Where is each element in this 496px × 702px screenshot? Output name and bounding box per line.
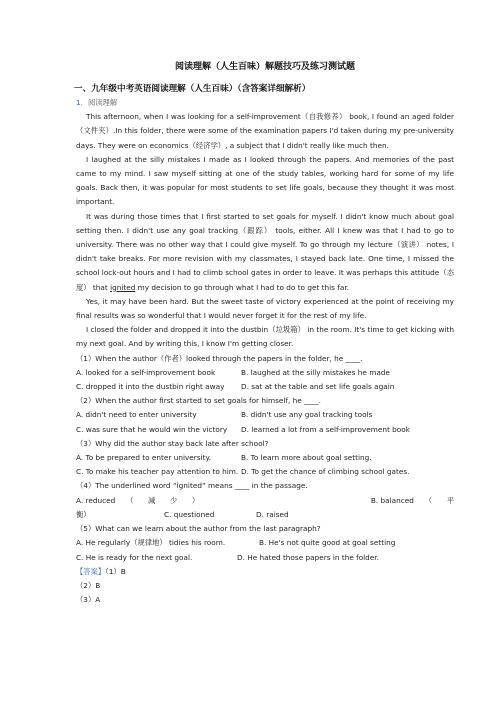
question-4-options-row-2 [76,508,454,522]
option-d: D. raised [256,509,289,519]
question-4-options-row-1 [76,494,454,508]
passage-paragraph-2: I laughed at the silly mistakes I made as I looked through the papers. And memories of the past came to my mind. I saw myself sitting at one of the study tables, working hard for some of my life goals. Back then, it was popular for most students to set life goals, because they thought it was most important. [76,154,454,207]
option-a: A. looked for a self-improvement book [76,367,216,377]
question-3-options-row-1 [76,451,454,465]
answer-line-2: （2）B [76,580,101,590]
option-c: C. dropped it into the dustbin right away [76,382,225,392]
option-d: D. sat at the table and set life goals again [241,382,395,392]
passage-paragraph-3-tail: my decision to go through what I had to do to get this far. [135,282,349,292]
option-c: C. To make his teacher pay attention to him. [76,467,239,477]
section-heading: 一、九年级中考英语阅读理解（人生百味）（含答案详细解析） [74,84,311,94]
question-type: 阅读理解 [87,98,118,107]
question-1-options-row-1 [76,366,454,380]
option-c: C. was sure that he would win the victory [76,424,228,434]
option-b: B. balanced （ 平 [370,495,454,505]
underlined-word: ignited [110,282,136,292]
option-d: D. To get the chance of climbing school gates. [241,467,410,477]
option-b: B. He's not quite good at goal setting [259,538,396,548]
document-title: 阅读理解（人生百味）解题技巧及练习测试题 [174,62,355,72]
option-c: C. He is ready for the next goal. [76,552,193,562]
option-b: B. To learn more about goal setting. [241,453,372,463]
passage-paragraph-5: I closed the folder and dropped it into the dustbin（垃圾箱） in the room. It's time to get kicking with my next goal. And by writing this, I know I'm getting closer. [76,325,454,349]
answer-line-3: （3）A [76,595,101,605]
passage-paragraph-3-text: It was during those times that I first started to set goals for myself. I didn't know much about goal setting then. I didn't use any goal tracking（跟踪） tools, either. All I knew was that I had to go to university. There was no other way that I could give myself. To go through my lecture（演讲） notes, I didn't take breaks. For more revision with my classmates, I stayed back late. One time, I missed the school lock-out hours and I had to climb school gates in order to leave. It was perhaps this attitude（态度） that [76,211,454,292]
question-1-stem: （1）When the author（作者）looked through the papers in the folder, he ____. [76,353,363,363]
question-number: 1． [76,98,88,107]
question-2-options-row-1 [76,408,454,422]
passage-paragraph-4: Yes, it may have been hard. But the sweet taste of victory experienced at the point of receiving my final results was so wonderful that I would never forget it for the rest of my life. [76,296,454,321]
question-2-stem: （2）When the author first started to set goals for himself, he ____. [76,396,322,406]
option-b-continued: 衡） [76,509,91,519]
question-4-stem: （4）The underlined word “ignited” means ____ in the passage. [76,481,308,491]
question-heading [76,96,454,110]
question-5-options-row-2 [76,551,454,565]
option-a: A. reduced （ 减 少 ） [76,495,200,505]
option-a: A. He regularly（规律地） tidies his room. [76,538,226,548]
question-5-stem: （5）What can we learn about the author from the last paragraph? [76,524,321,534]
answer-tag: 【答案】 [76,566,106,576]
option-a: A. didn't need to enter university [76,410,197,420]
question-1-options-row-2 [76,380,454,394]
passage-paragraph-3 [76,210,454,295]
question-3-stem: （3）Why did the author stay back late after school? [76,438,269,448]
question-3-options-row-2 [76,465,454,479]
passage-paragraph-1: This afternoon, when I was looking for a self-improvement（自我修养） book, I found an aged folder（文件夹）.In this folder, there were some of the examination papers I'd taken during my pre-university days. They were on economics（经济学）, a subject that I didn't really like much then. [76,112,454,150]
option-a: A. To be prepared to enter university. [76,453,212,463]
option-d: D. learned a lot from a self-improvement book [241,424,410,434]
option-c: C. questioned [164,509,215,519]
answer-1: （1）B [105,566,126,576]
answer-line-1 [76,565,454,579]
question-2-options-row-2 [76,423,454,437]
option-b: B. didn't use any goal tracking tools [241,410,373,420]
question-5-options-row-1 [76,536,454,550]
option-d: D. He hated those papers in the folder. [237,552,379,562]
option-b: B. laughed at the silly mistakes he made [241,367,390,377]
